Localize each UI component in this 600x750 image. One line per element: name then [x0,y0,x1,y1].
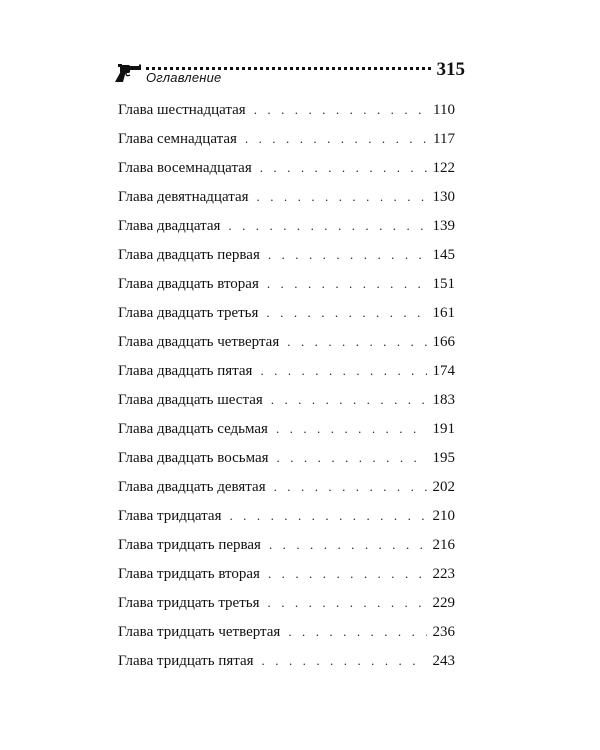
toc-entry-title: Глава двадцать девятая [118,479,266,495]
toc-entry-page: 122 [432,160,455,176]
toc-entry-page: 130 [432,189,455,205]
section-title: Оглавление [146,70,222,85]
toc-entry-page: 236 [432,624,455,640]
toc-entry [118,588,455,617]
toc-entry [118,530,455,559]
toc-entry-title: Глава двадцать пятая [118,363,253,379]
toc-entry-page: 151 [432,276,455,292]
toc-entry [118,269,455,298]
toc-entry [118,617,455,646]
toc-entry-title: Глава тридцать третья [118,595,260,611]
toc-dot-leader [245,124,427,153]
toc-entry-page: 229 [432,595,455,611]
toc-entry-title: Глава двадцать третья [118,305,259,321]
toc-dot-leader [228,211,427,240]
toc-dot-leader [287,327,427,356]
toc-entry-page: 183 [432,392,455,408]
toc-entry-title: Глава тридцать вторая [118,566,260,582]
toc-entry [118,153,455,182]
toc-entry-page: 216 [432,537,455,553]
toc-entry [118,356,455,385]
toc-entry-page: 117 [433,131,455,147]
toc-entry-title: Глава двадцать первая [118,247,260,263]
toc-entry-title: Глава двадцать шестая [118,392,263,408]
toc-dot-leader [276,414,427,443]
toc-entry-title: Глава девятнадцатая [118,189,249,205]
toc-entry-title: Глава двадцатая [118,218,221,234]
toc-entry [118,443,455,472]
toc-dot-leader [268,588,427,617]
toc-dot-leader [267,269,427,298]
toc-entry-page: 161 [432,305,455,321]
toc-dot-leader [277,443,427,472]
toc-entry-title: Глава двадцать седьмая [118,421,268,437]
toc-entry [118,124,455,153]
toc-dot-leader [274,472,427,501]
toc-entry [118,559,455,588]
toc-dot-leader [266,298,427,327]
toc-entry-title: Глава двадцать четвертая [118,334,280,350]
toc-entry-page: 174 [432,363,455,379]
running-header [112,54,465,88]
toc-entry [118,211,455,240]
toc-entry [118,182,455,211]
toc-entry-page: 139 [432,218,455,234]
toc-dot-leader [257,182,427,211]
toc-dot-leader [288,617,427,646]
toc-dot-leader [262,646,427,675]
toc-entry-page: 223 [432,566,455,582]
toc-entry-page: 166 [432,334,455,350]
toc-dot-leader [268,240,427,269]
toc-entry-title: Глава двадцать восьмая [118,450,269,466]
toc-entry [118,298,455,327]
table-of-contents [118,95,455,675]
toc-entry-page: 110 [433,102,455,118]
revolver-icon [112,63,142,83]
toc-entry-page: 243 [432,653,455,669]
page-number: 315 [436,59,465,80]
toc-entry-title: Глава семнадцатая [118,131,237,147]
toc-entry-title: Глава шестнадцатая [118,102,246,118]
toc-entry [118,414,455,443]
toc-entry [118,472,455,501]
toc-entry-page: 202 [432,479,455,495]
toc-entry [118,95,455,124]
toc-entry-page: 210 [432,508,455,524]
toc-entry-title: Глава тридцать первая [118,537,261,553]
toc-entry [118,385,455,414]
toc-entry-page: 191 [432,421,455,437]
toc-entry-title: Глава тридцать четвертая [118,624,281,640]
toc-entry-title: Глава двадцать вторая [118,276,259,292]
toc-entry-title: Глава тридцать пятая [118,653,254,669]
toc-entry-page: 195 [432,450,455,466]
toc-dot-leader [254,95,427,124]
toc-dot-leader [260,153,427,182]
toc-entry-page: 145 [432,247,455,263]
toc-dot-leader [268,559,427,588]
toc-entry-title: Глава тридцатая [118,508,222,524]
toc-entry-title: Глава восемнадцатая [118,160,252,176]
toc-entry [118,501,455,530]
toc-entry [118,240,455,269]
toc-dot-leader [260,356,427,385]
toc-dot-leader [269,530,427,559]
toc-dot-leader [271,385,427,414]
toc-dot-leader [229,501,427,530]
toc-entry [118,327,455,356]
toc-entry [118,646,455,675]
